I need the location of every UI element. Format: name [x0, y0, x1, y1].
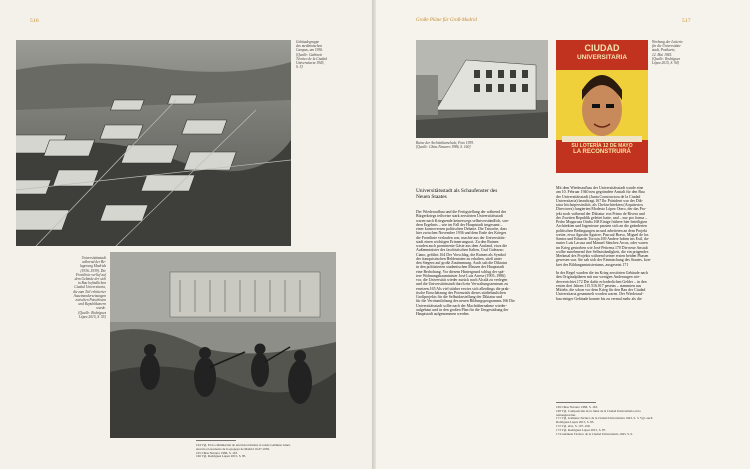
body-text-line: Ciano, geführt.164 Der Vorschlag, die Ruinen als Symbol — [416, 252, 506, 257]
footnote: 172 Vgl. ebd., S. 107–109. — [556, 423, 591, 428]
footnote: reinauguración. — [556, 412, 576, 417]
caption-line: wurde. — [96, 306, 106, 311]
caption-line: Werbung der Lotterie — [652, 40, 683, 44]
caption-line: stadt, Postkarte, — [652, 48, 676, 53]
body-text-line: ersten drei Jahren 115.516.017 pesetas – stammten aus — [556, 283, 642, 288]
poster-title-line: CIUDAD — [584, 43, 620, 53]
body-text-line: kret des Bildungsministeriums, ausgesetzt.171 — [556, 262, 629, 267]
body-text-line: weiter, etwa Agustín Aguirre, Pascual Bravo, Miguel de los — [556, 232, 649, 237]
lottery-poster-image — [556, 40, 648, 173]
body-text-line: der Universitätsstadt (Junta Constructora de la Ciudad — [556, 194, 641, 199]
body-text-line: einer kontroversen politischen Debatte. Die Tatsache, dass — [416, 227, 507, 231]
caption-line: Frontlinie verlief auf — [75, 272, 106, 277]
running-title: Große Pläne für Groß-Madrid — [416, 18, 477, 23]
body-column-1 — [416, 210, 550, 316]
body-text-line: Architekten und Ingenieure passten sich an die geänderten — [556, 224, 647, 229]
left-page-number: 516 — [30, 18, 39, 24]
body-text-line: am 10. Februar 1940 neu gegründete Anstalt für den Bau — [556, 190, 645, 195]
right-page — [376, 0, 750, 469]
body-text-line: politischen Bedingungen an und arbeiteten an dem Projekt — [556, 228, 648, 233]
body-column-2 — [556, 186, 690, 301]
footnote: 173 Vgl. Rodríguez López 2015, S. 87. — [556, 427, 607, 432]
footnote: 171 Vgl. Gabinete Técnico de la Ciudad Universitaria 1943, S. 3. Vgl. auch — [556, 416, 653, 421]
heading-line: Neuen Staates — [416, 194, 447, 201]
trench-soldiers-photo — [110, 252, 336, 438]
body-text-line: Mit dem Wiederaufbau der Universitätsstadt wurde eine — [556, 186, 644, 190]
caption-line: in Bau befindlichen — [77, 281, 106, 286]
ruins-architecture-school-photo — [416, 40, 548, 138]
body-text-line: und die Universitätsstadt durch ein Verwaltungszentrum zu — [416, 282, 508, 287]
body-text-line: wollte zunehmend ihre Selbstständigkeit, die ein prägendes — [556, 249, 649, 254]
body-text-line: Außenminister des faschistischen Italien, Graf Galeazzo — [416, 248, 504, 253]
heading-line: Universitätsstadt als Schaufenster des — [416, 188, 498, 194]
footnote: encerró el escenario de la epopeya de Madrid 16.07.1939. — [196, 446, 270, 451]
body-text-line: in den politisierten studentischen Massen der Hauptstadt — [416, 265, 504, 270]
caption-line: Universitaria 1943, — [296, 61, 325, 66]
footnote: 164 Vgl. En la culminación de tan triste trinidad, el rondo Gabinete Giner. — [196, 443, 291, 447]
footnote-rule — [196, 440, 236, 441]
caption-line: [Quelle: Rodríguez — [652, 56, 680, 61]
caption-line: [Quelle: Chías Navarro 1986, S. 160] — [416, 145, 471, 150]
body-text-line: den Siegern auf große Zustimmung. Auch sah die Diktatur — [416, 261, 508, 265]
caption-line: während der Be- — [81, 260, 106, 265]
body-text-line: Mitteln, die schon vor dem Krieg für den Bau der Ciudad — [556, 288, 646, 292]
body-text-line: Bürgerkriegs teilweise stark zerstörten Universitätsstadt — [416, 214, 504, 219]
trench-photo-caption — [62, 256, 106, 319]
body-text-line: tator höchstpersönlich, als Chefarchitekten (Arquitectos — [556, 203, 643, 207]
footnote: 166 Vgl. Rodríguez López 2015, S. 85. — [196, 454, 247, 459]
aerial-photo-caption — [296, 40, 327, 69]
poster-caption — [652, 40, 683, 65]
left-page — [0, 0, 372, 469]
body-text-line: Universitaria) beauftragt.167 Ihr Präsident war der Dik- — [556, 198, 643, 203]
caption-line: (1936–1939). Die — [80, 268, 106, 273]
poster-title-line: UNIVERSITARIA — [576, 54, 628, 61]
caption-line: Campus, um 1936. — [296, 48, 323, 53]
body-text-line: tische Einschätzung des Potenzials dieses städtebaulichen — [416, 290, 506, 295]
caption-line: die zum Teil erbitterter — [73, 289, 106, 294]
body-text-line: bau einiger Gebäude konnte bis zu vermal mehr als die — [556, 296, 642, 301]
body-text-line: der Zweiten Republik geleitet hatte, und – nur pro forma – — [556, 215, 648, 220]
poster-bottom-text — [556, 143, 648, 155]
caption-line: und Republikanern — [78, 302, 106, 307]
body-text-line: Pedro Muguruza Otaño.168 Einige frühere hier beteiligten — [556, 220, 648, 224]
caption-line: Gebäudegruppe — [296, 40, 320, 44]
body-text-line: für die Verräumlichung des neuen Bildungsprogramms.166 Die — [416, 299, 515, 304]
body-text-line: derverrichtet.172 Die dafür erforderlichen Gelder – in den — [556, 279, 647, 284]
body-text-line: stadt einen wichtigen Erinnerungsort. Zu den Ruinen — [416, 239, 499, 244]
poster-motto: LA RECONSTRUIRÁ — [573, 149, 631, 155]
body-text-line: tere Wohnungsbauminister José Luis Arrese (1905–1986) — [416, 273, 506, 278]
body-text-line: Großprojekts für die Selbstdarstellung der Diktatur und — [416, 295, 503, 299]
body-text-line: jekt noch während der Diktatur von Primo de Rivera und — [556, 211, 645, 216]
aerial-campus-photo — [16, 40, 291, 246]
caption-line: López 2015, S. 55] — [78, 314, 106, 319]
body-text-line: vor, die Universität wieder zurück nach Alcalá zu verlegen — [416, 278, 508, 282]
caption-line: [Quelle: Gabinete — [296, 52, 323, 57]
body-text-line: dern Ergebnis – wie im Fall der Hauptstadt insgesamt – — [416, 222, 503, 227]
body-text-line: die Frontlinie verlaufen war, machte aus der Universitäts- — [416, 235, 506, 240]
right-footnotes — [556, 406, 652, 436]
caption-line: Auseinandersetzungen — [73, 293, 106, 298]
body-text-line: Santos und Eduardo Torroja.169 Andere hoben ins Exil, da- — [556, 237, 650, 241]
body-text-line: In der Regel wurden die im Krieg zerstörten Gebäude nach — [556, 271, 648, 275]
caption-line: zwischen Putschisten — [75, 298, 106, 303]
footnote: 174 Gabinete Técnico de la Ciudad Universitaria 1943, S. 6. — [556, 431, 633, 436]
section-heading — [416, 188, 497, 200]
body-text-line: im Krieg gestorben wie José Petirena.170 Die neue Anstalt — [556, 245, 648, 250]
caption-line: für die Universitäts- — [652, 44, 682, 49]
caption-line: Ruine der Architekturschule, Foto 1939. — [416, 141, 474, 145]
footnote: 168 Vgl. Composición de la Junta de la Ciudad Universitaria en la — [556, 408, 641, 413]
footnote: 165 Chías Navarro 1986, S. 163. — [196, 450, 238, 455]
right-page-number: 517 — [682, 18, 691, 24]
poster-date-text: 12 DE MAYO — [602, 143, 633, 149]
caption-line: 12. Mai 1945. — [652, 52, 673, 57]
body-text-line: Hauptstadt aufgenommen werden. — [416, 312, 470, 316]
caption-line: Técnico de la Ciudad — [296, 56, 327, 61]
body-text-line: Merkmal des Projekts während seiner ersten beiden Phasen — [556, 254, 649, 258]
body-text-line: aufgebaut und in den großen Plan für die Umgestaltung der — [416, 307, 509, 312]
body-text-line: ersetzen.165 Als viel stärker erwies sich allerdings die prak- — [416, 286, 510, 291]
body-text-line: waren nach Kriegsende keineswegs selbstverständlich, son- — [416, 218, 509, 223]
body-text-line: hier zwischen November 1936 und dem Ende des Krieges — [416, 231, 507, 236]
caption-line: dem Gelände der sich — [74, 277, 106, 282]
footnote: 169 Chías Navarro 1986, S. 163. — [556, 405, 598, 409]
body-text-line: Universitaria gesammelt worden waren. Der Wiederauf- — [556, 292, 644, 297]
caption-line: [Quelle: Rodríguez — [78, 310, 106, 315]
body-text-line: Universitätsstadt sollte nach der Machtübernahme wieder- — [416, 303, 507, 308]
caption-line: López 2015, S. 94] — [652, 61, 680, 66]
caption-line: des medizinischen — [296, 44, 323, 49]
caption-line: S. 5] — [296, 65, 303, 70]
footnote-rule — [556, 402, 596, 403]
body-text-line: den Originalplänen mit nur wenigen Änderungen wie- — [556, 275, 641, 280]
body-text-line: runter Luis Lacasa und Manuel Sánchez Arcas, oder waren — [556, 241, 648, 246]
body-text-line: eine Bedrohung. Vor diesem Hintergrund schlug der spä- — [416, 269, 505, 274]
ruins-photo-caption — [416, 141, 474, 149]
body-text-line: wurden auch prominente Gäste aus dem Ausland, etwa die — [416, 244, 508, 248]
body-text-line: der franquistischen Heldentaten zu erhalten, stieß unter — [416, 256, 502, 261]
caption-line: lagerung Madrids — [79, 264, 106, 269]
body-text-line: Directores) fungierten Modesto López Otero, der das Pro- — [556, 207, 647, 212]
poster-lottery-text: SU LOTERÍA — [571, 143, 602, 149]
poster-title — [556, 44, 648, 62]
footnote: Rodríguez López 2015, S. 85. — [556, 420, 595, 425]
caption-line: Universitätsstadt — [81, 256, 106, 260]
caption-line: Ciudad Universitaria, — [74, 285, 106, 290]
left-footnotes — [196, 444, 291, 459]
body-text-line: gewesen war. Sie sah sich der Einmischung des Staates, kon- — [556, 258, 651, 263]
body-text-line: Der Wiederaufbau und die Fertigstellung der während des — [416, 210, 507, 214]
